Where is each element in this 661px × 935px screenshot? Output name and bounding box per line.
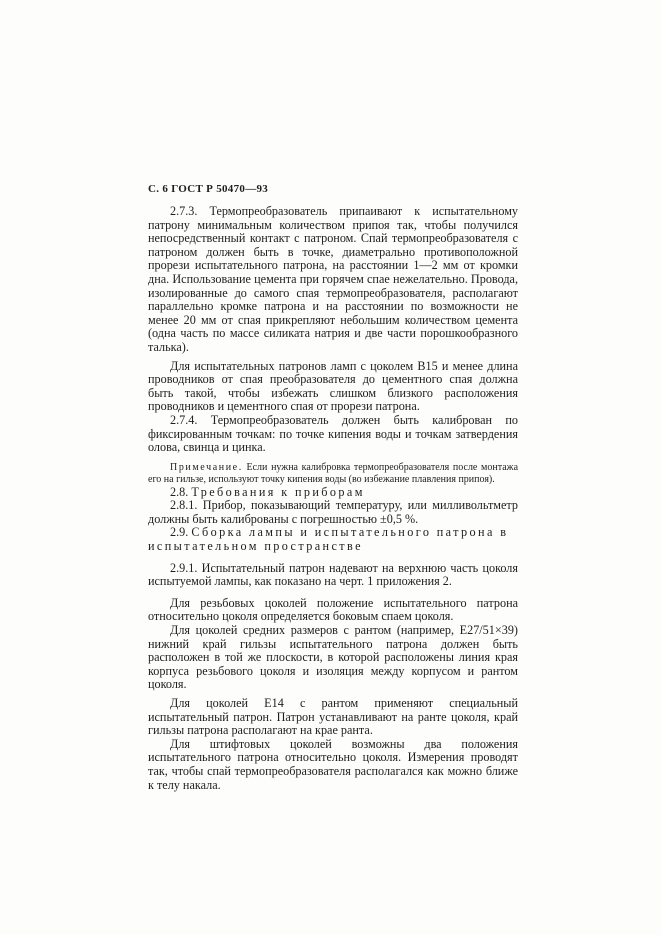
section-title: Сборка лампы и испытательного патрона в испытательном пространстве — [148, 525, 509, 554]
paragraph-2-7-4: 2.7.4. Термопреобразователь должен быть калиброван по фиксированным точкам: по точке кипения воды и точкам затвердения олова, свинца и цинка. — [148, 412, 518, 455]
paragraph-pin-caps: Для штифтовых цоколей возможны два положения испытательного патрона относительно цоколя. Измерения проводят так, чтобы спай термопреобразователя располагался как можно ближе к телу накала. — [148, 736, 518, 792]
document-body — [148, 205, 518, 792]
section-number: 2.9. — [170, 525, 189, 540]
paragraph-2-7-3: 2.7.3. Термопреобразователь припаивают к испытательному патрону минимальным количеством припоя так, чтобы получился непосредственный контакт с патроном. Спай термопреобразователя с патроном должен быть в точке, диаметрально противоположной прорези испытательного патрона, на расстоянии 1—2 мм от кромки дна. Использование цемента при горячем спае нежелательно. Провода, изолированные до самого спая термопреобразователя, располагают параллельно кромке патрона и на расстоянии по возможности не менее 20 мм от спая прикрепляют небольшим количеством цемента (одна часть по массе силиката натрия и две части порошкообразного талька). — [148, 204, 518, 354]
note-text: Если нужна калибровка термопреобразователя после монтажа его на гильзе, используют точку кипения воды (во избежание плавления припоя). — [148, 461, 519, 485]
paragraph-threaded-caps: Для резьбовых цоколей положение испытательного патрона относительно цоколя определяется боковым спаем цоколя. — [148, 595, 518, 624]
paragraph-2-8-1: 2.8.1. Прибор, показывающий температуру, или милливольтметр должны быть калиброваны с погрешностью ±0,5 %. — [148, 498, 518, 526]
section-heading-2-9 — [148, 526, 518, 553]
paragraph-2-9-1: 2.9.1. Испытательный патрон надевают на верхнюю часть цоколя испытуемой лампы, как показано на черт. 1 приложения 2. — [148, 560, 518, 589]
note — [148, 462, 518, 486]
section-number: 2.8. — [170, 484, 189, 499]
paragraph-b15-patrons: Для испытательных патронов ламп с цоколем В15 и менее длина проводников от спая преобразователя до цементного спая должна быть такой, чтобы избежать слишком близкого расположения проводников и цементного спая от прорези патрона. — [148, 358, 518, 414]
paragraph-medium-caps: Для цоколей средних размеров с рантом (например, Е27/51×39) нижний край гильзы испытательного патрона должен быть расположен в той же плоскости, в которой расположены линия края корпуса резьбового цоколя и изоляция между корпусом и рантом цоколя. — [148, 623, 518, 692]
paragraph-e14-caps: Для цоколей Е14 с рантом применяют специальный испытательный патрон. Патрон устанавливают на ранте цоколя, край гильзы патрона располагают на крае ранта. — [148, 696, 518, 738]
section-heading-2-8 — [148, 486, 518, 500]
section-title: Требования к приборам — [191, 484, 365, 499]
page-header: С. 6 ГОСТ Р 50470—93 — [148, 183, 269, 195]
note-label: Примечание. — [170, 461, 243, 473]
